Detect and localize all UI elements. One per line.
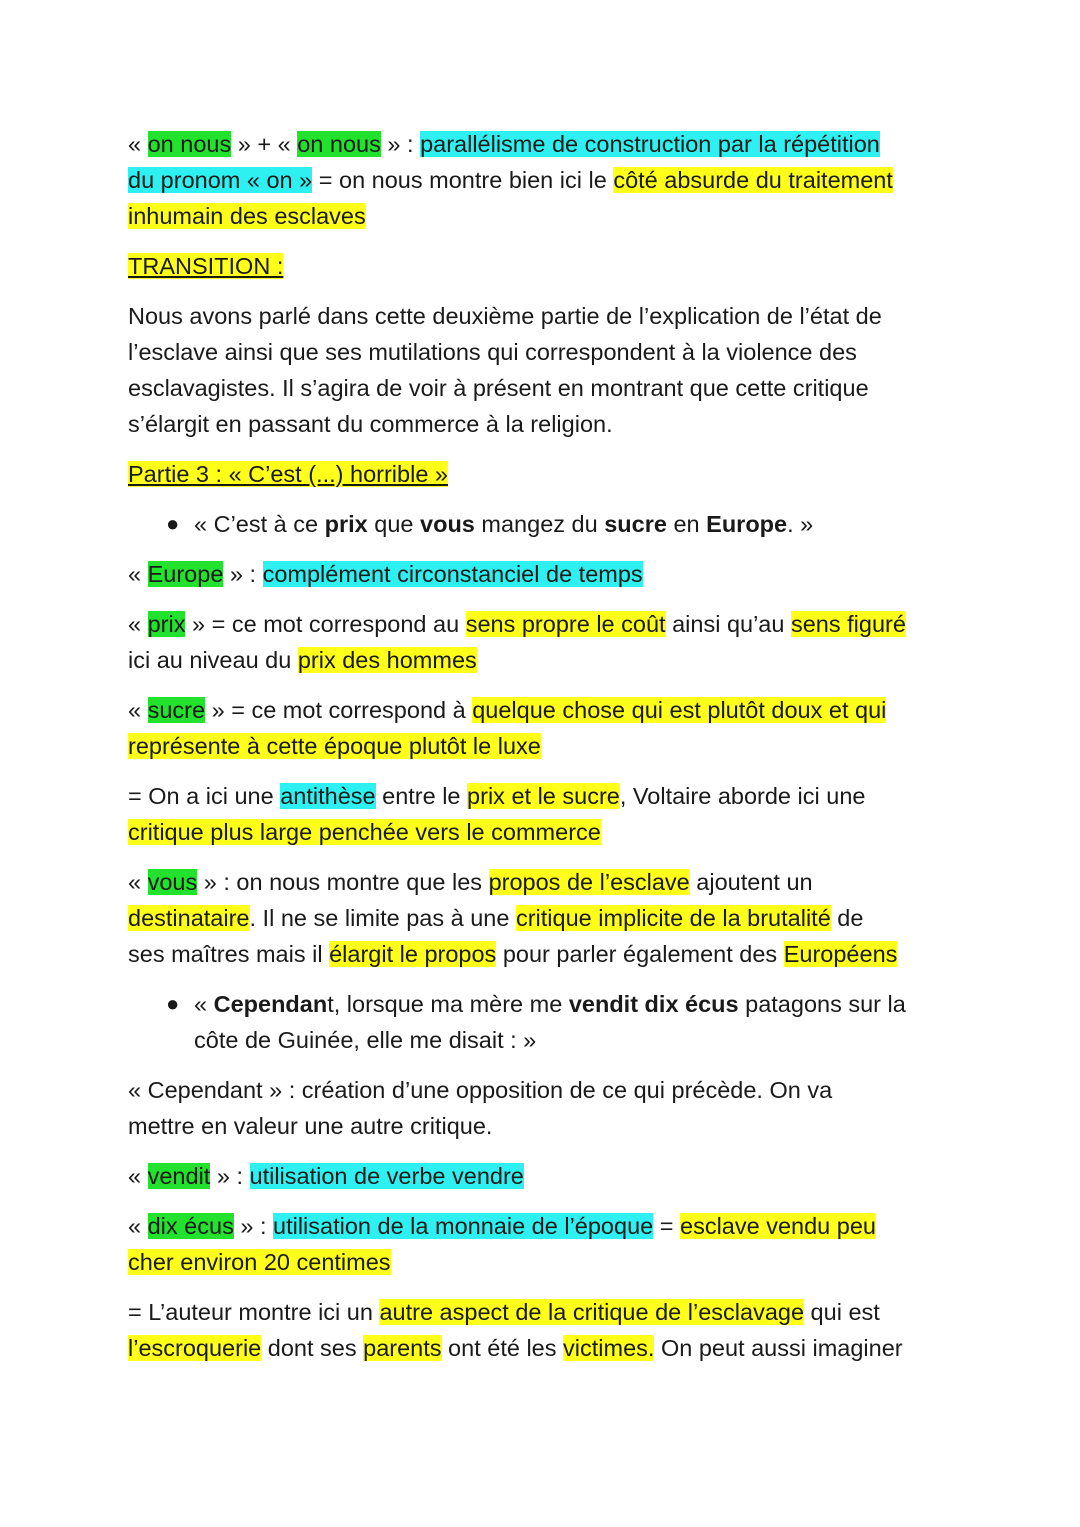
text-line: [128, 864, 958, 900]
text-run: dont ses: [261, 1335, 364, 1361]
text-line: [128, 1294, 958, 1330]
highlighted-text: côté absurde du traitement: [613, 167, 893, 193]
highlighted-text: prix et le sucre: [467, 783, 620, 809]
highlighted-text: sens propre le coût: [465, 611, 666, 637]
text-run: l’esclave ainsi que ses mutilations qui correspondent à la violence des: [128, 339, 857, 365]
highlighted-text: prix: [147, 611, 186, 637]
highlighted-text: victimes.: [563, 1335, 655, 1361]
text-run: «: [128, 611, 148, 637]
highlighted-text: propos de l’esclave: [488, 869, 690, 895]
text-run: de: [830, 905, 864, 931]
text-run: s’élargit en passant du commerce à la religion.: [128, 411, 613, 437]
text-run: «: [128, 1213, 148, 1239]
text-line: [128, 728, 958, 764]
text-line: [128, 1244, 958, 1280]
text-line: [128, 162, 958, 198]
highlighted-text: on nous: [297, 131, 381, 157]
text-run: « C’est à ce: [194, 511, 325, 537]
text-line: [128, 370, 958, 406]
text-run: «: [128, 869, 148, 895]
highlighted-text: parents: [363, 1335, 442, 1361]
bullet-icon: ●: [166, 511, 180, 536]
text-run: mangez du: [474, 511, 605, 537]
text-run: entre le: [375, 783, 468, 809]
text-line: [128, 900, 958, 936]
highlighted-text: utilisation de la monnaie de l’époque: [273, 1213, 654, 1239]
text-run: en: [666, 511, 707, 537]
text-run: côte de Guinée, elle me disait : »: [194, 1027, 537, 1053]
text-run: qui est: [804, 1299, 880, 1325]
highlighted-text: Partie 3 : « C’est (...) horrible »: [128, 461, 448, 487]
text-line: [128, 248, 958, 284]
text-line: [128, 936, 958, 972]
text-run: = on nous montre bien ici le: [312, 167, 614, 193]
text-run: » : on nous montre que les: [197, 869, 489, 895]
highlighted-text: on nous: [147, 131, 232, 157]
text-line: [128, 1072, 958, 1108]
text-line: [128, 1330, 958, 1366]
text-line: [128, 692, 958, 728]
text-run: prix: [324, 511, 368, 537]
text-line: [128, 606, 958, 642]
text-run: que: [367, 511, 421, 537]
text-line: [128, 778, 958, 814]
bullet-icon: ●: [166, 991, 180, 1016]
document-page: [128, 126, 958, 1366]
text-line: [128, 1208, 958, 1244]
highlighted-text: dix écus: [147, 1213, 234, 1239]
text-run: . »: [787, 511, 814, 537]
text-run: patagons sur la: [738, 991, 906, 1017]
text-run: «: [128, 131, 148, 157]
text-line: [128, 642, 958, 678]
highlighted-text: TRANSITION :: [128, 253, 284, 279]
text-run: «: [128, 561, 148, 587]
text-run: «: [128, 1163, 148, 1189]
text-run: » :: [223, 561, 263, 587]
highlighted-text: élargit le propos: [329, 941, 497, 967]
text-run: » + «: [231, 131, 298, 157]
text-run: ainsi qu’au: [665, 611, 791, 637]
text-run: esclavagistes. Il s’agira de voir à présent en montrant que cette critique: [128, 375, 869, 401]
text-run: =: [653, 1213, 681, 1239]
text-line: [128, 556, 958, 592]
text-line: [128, 1158, 958, 1194]
highlighted-text: Europe: [147, 561, 224, 587]
text-line: [128, 198, 958, 234]
text-line: [128, 334, 958, 370]
highlighted-text: critique plus large penchée vers le commerce: [128, 819, 601, 845]
highlighted-text: quelque chose qui est plutôt doux et qui: [472, 697, 887, 723]
text-run: » :: [380, 131, 421, 157]
text-run: sucre: [604, 511, 667, 537]
text-line: [128, 814, 958, 850]
text-line: [128, 298, 958, 334]
highlighted-text: antithèse: [280, 783, 376, 809]
text-run: , Voltaire aborde ici une: [619, 783, 866, 809]
text-run: «: [194, 991, 214, 1017]
highlighted-text: destinataire: [128, 905, 250, 931]
highlighted-text: utilisation de verbe vendre: [249, 1163, 524, 1189]
highlighted-text: autre aspect de la critique de l’esclavage: [379, 1299, 805, 1325]
highlighted-text: Européens: [783, 941, 898, 967]
text-run: ici au niveau du: [128, 647, 298, 673]
text-run: » = ce mot correspond au: [185, 611, 466, 637]
text-line: [128, 1108, 958, 1144]
text-run: Europe: [706, 511, 788, 537]
text-run: « Cependant » : création d’une opposition de ce qui précède. On va: [128, 1077, 833, 1103]
highlighted-text: critique implicite de la brutalité: [515, 905, 831, 931]
text-run: t, lorsque ma mère me: [327, 991, 569, 1017]
highlighted-text: esclave vendu peu: [680, 1213, 876, 1239]
highlighted-text: complément circonstanciel de temps: [262, 561, 643, 587]
text-line: [128, 456, 958, 492]
text-run: ont été les: [441, 1335, 564, 1361]
text-run: ajoutent un: [689, 869, 813, 895]
highlighted-text: parallélisme de construction par la répétition: [420, 131, 880, 157]
highlighted-text: du pronom « on »: [128, 167, 313, 193]
text-run: Cependan: [213, 991, 328, 1017]
highlighted-text: inhumain des esclaves: [128, 203, 366, 229]
highlighted-text: vendit: [147, 1163, 211, 1189]
text-line: [128, 126, 958, 162]
text-run: pour parler également des: [496, 941, 784, 967]
text-run: = On a ici une: [128, 783, 281, 809]
highlighted-text: vous: [147, 869, 198, 895]
text-run: = L’auteur montre ici un: [128, 1299, 380, 1325]
text-run: mettre en valeur une autre critique.: [128, 1113, 493, 1139]
text-run: vous: [420, 511, 475, 537]
text-run: » = ce mot correspond à: [205, 697, 473, 723]
text-run: Nous avons parlé dans cette deuxième partie de l’explication de l’état de: [128, 303, 882, 329]
highlighted-text: représente à cette époque plutôt le luxe: [128, 733, 541, 759]
highlighted-text: cher environ 20 centimes: [128, 1249, 391, 1275]
text-line: [128, 506, 958, 542]
highlighted-text: sens figuré: [790, 611, 906, 637]
text-line: [128, 1022, 958, 1058]
text-run: » :: [210, 1163, 250, 1189]
text-run: » :: [233, 1213, 274, 1239]
text-run: On peut aussi imaginer: [654, 1335, 903, 1361]
highlighted-text: prix des hommes: [297, 647, 477, 673]
highlighted-text: l’escroquerie: [128, 1335, 262, 1361]
highlighted-text: sucre: [147, 697, 206, 723]
text-run: vendit dix écus: [568, 991, 739, 1017]
text-line: [128, 986, 958, 1022]
text-line: [128, 406, 958, 442]
text-run: . Il ne se limite pas à une: [249, 905, 516, 931]
text-run: ses maîtres mais il: [128, 941, 330, 967]
text-run: «: [128, 697, 148, 723]
